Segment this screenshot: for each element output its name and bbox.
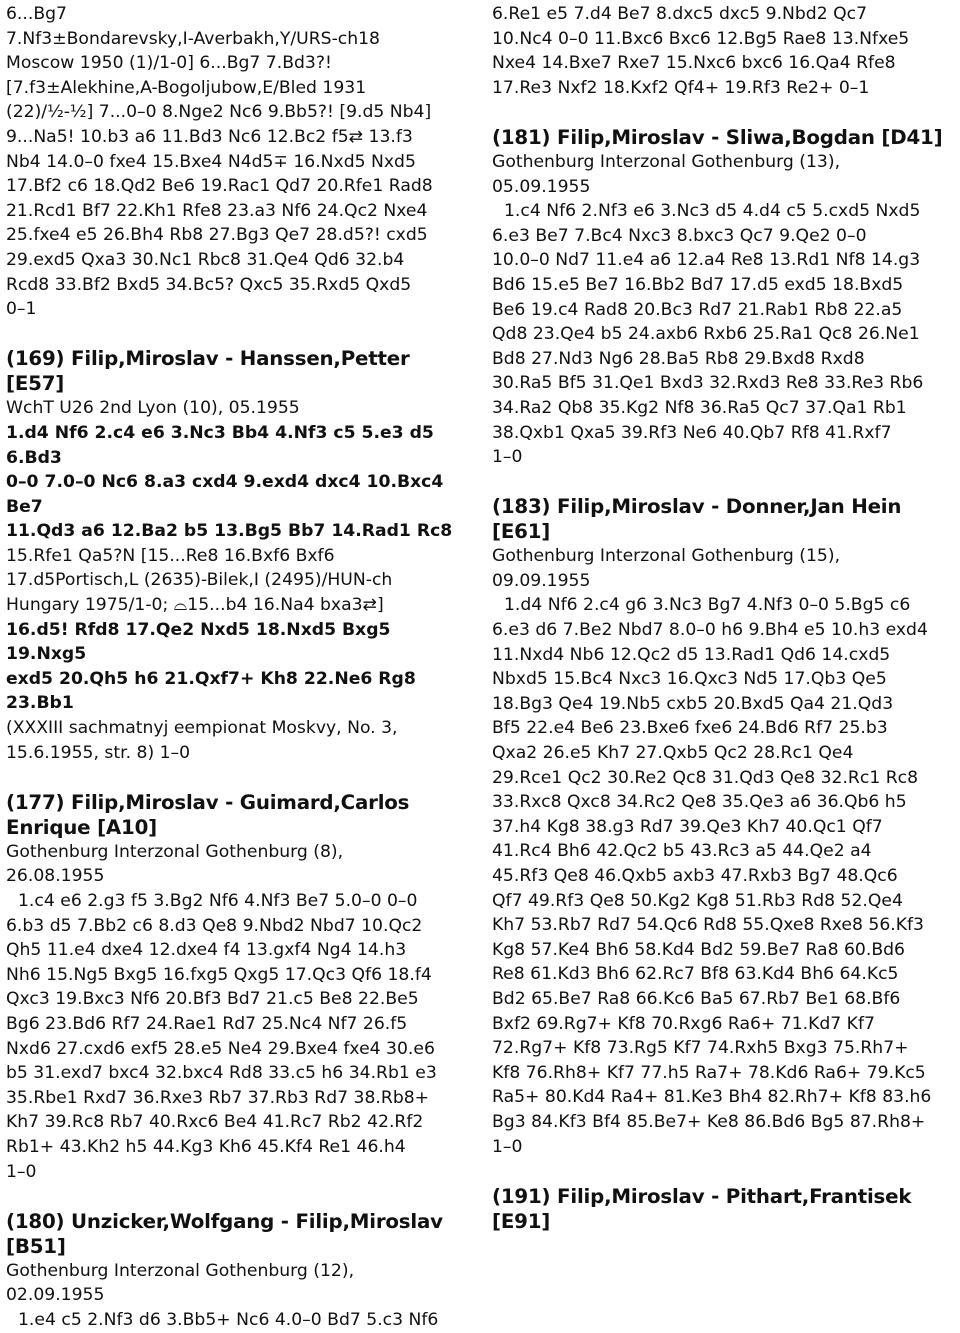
moves-line: 72.Rg7+ Kf8 73.Rg5 Kf7 74.Rxh5 Bxg3 75.Rh7+ [492, 1038, 909, 1059]
moves-line: 10.0–0 Nd7 11.e4 a6 12.a4 Re8 13.Rd1 Nf8 14.g3 [492, 250, 921, 271]
moves-line: 29.Rce1 Qc2 30.Re2 Qc8 31.Qd3 Qe8 32.Rc1 Rc8 [492, 767, 919, 788]
event-line: WchT U26 2nd Lyon (10), 05.1955 [6, 398, 300, 419]
moves-line: 17.Re3 Nxf2 18.Kxf2 Qf4+ 19.Rf3 Re2+ 0–1 [492, 77, 870, 98]
moves-line: Bxf2 69.Rg7+ Kf8 70.Rxg6 Ra6+ 71.Kd7 Kf7 [492, 1013, 875, 1034]
spacer [6, 322, 474, 347]
event-line: Gothenburg Interzonal Gothenburg (13), [492, 151, 841, 172]
moves-line: 17.Bf2 c6 18.Qd2 Be6 19.Rac1 Qd7 20.Rfe1 Rad8 [6, 176, 433, 197]
moves-line: Qf7 49.Rf3 Qe8 50.Kg2 Kg8 51.Rb3 Rd8 52.Qe4 [492, 890, 903, 911]
moves-line: 1–0 [492, 447, 523, 468]
moves-line: Hungary 1975/1-0; ⌓15...b4 16.Na4 bxa3⇄] [6, 595, 384, 616]
moves-line: Qxa2 26.e5 Kh7 27.Qxb5 Qc2 28.Rc1 Qe4 [492, 743, 854, 764]
moves-line: Qxc3 19.Bxc3 Nf6 20.Bf3 Bd7 21.c5 Be8 22.Be5 [6, 989, 419, 1010]
moves-line: 38.Qxb1 Qxa5 39.Rf3 Ne6 40.Qb7 Rf8 41.Rxf7 [492, 422, 892, 443]
moves-line: 18.Bg3 Qe4 19.Nb5 cxb5 20.Bxd5 Qa4 21.Qd3 [492, 693, 894, 714]
moves-line: Bd6 15.e5 Be7 16.Bb2 Bd7 17.d5 exd5 18.Bxd5 [492, 274, 904, 295]
moves-line: 30.Ra5 Bf5 31.Qe1 Bxd3 32.Rxd3 Re8 33.Re3 Rb6 [492, 373, 924, 394]
moves-first-line: 1.d4 Nf6 2.c4 g6 3.Nc3 Bg7 4.Nf3 0–0 5.Bg5 c6 [504, 595, 911, 616]
moves-line: 37.h4 Kg8 38.g3 Rd7 39.Qe3 Kh7 40.Qc1 Qf7 [492, 816, 883, 837]
spacer [6, 765, 474, 790]
moves-line: 17.d5Portisch,L (2635)-Bilek,I (2495)/HUN-ch [6, 570, 393, 591]
moves-line: b5 31.exd7 bxc4 32.bxc4 Rd8 33.c5 h6 34.Rb1 e3 [6, 1063, 437, 1084]
moves-line: Rcd8 33.Bf2 Bxd5 34.Bc5? Qxc5 35.Rxd5 Qxd5 [6, 274, 412, 295]
moves-line: 6...Bg7 [6, 4, 67, 24]
game-heading: (180) Unzicker,Wolfgang - Filip,Miroslav [6, 1209, 443, 1233]
right-column [492, 2, 954, 1234]
moves-line: Re8 61.Kd3 Bh6 62.Rc7 Bf8 63.Kd4 Bh6 64.Kc5 [492, 964, 899, 985]
event-line: Gothenburg Interzonal Gothenburg (8), [6, 841, 344, 862]
moves-line: 9...Na5! 10.b3 a6 11.Bd3 Nc6 12.Bc2 f5⇄ 13.f3 [6, 126, 413, 147]
moves-line: Moscow 1950 (1)/1-0] 6...Bg7 7.Bd3?! [6, 53, 332, 74]
moves-line: Kh7 53.Rb7 Rd7 54.Qc6 Rd8 55.Qxe8 Rxe8 56.Kf3 [492, 915, 924, 936]
moves-line: 25.fxe4 e5 26.Bh4 Rb8 27.Bg3 Qe7 28.d5?! cxd5 [6, 225, 428, 246]
moves-line: (XXXIII sachmatnyj eempionat Moskvy, No. 3, [6, 718, 398, 739]
moves-line: Rb1+ 43.Kh2 h5 44.Kg3 Kh6 45.Kf4 Re1 46.h4 [6, 1136, 406, 1157]
moves-first-line: 1.c4 e6 2.g3 f5 3.Bg2 Nf6 4.Nf3 Be7 5.0–0 0–0 [18, 891, 418, 911]
moves-line: 15.Rfe1 Qa5?N [15...Re8 16.Bxf6 Bxf6 [6, 545, 335, 566]
moves-line: 35.Rbe1 Rxd7 36.Rxe3 Rb7 37.Rb3 Rd7 38.Rb8+ [6, 1087, 430, 1108]
moves-line: Ra5+ 80.Kd4 Ra4+ 81.Ke3 Bh4 82.Rh7+ Kf8 83.h6 [492, 1087, 932, 1108]
game-heading: Enrique [A10] [6, 815, 157, 839]
moves-line: 33.Rxc8 Qxc8 34.Rc2 Qe8 35.Qe3 a6 36.Qb6 h5 [492, 792, 907, 813]
main-line-moves: 0–0 7.0–0 Nc6 8.a3 cxd4 9.exd4 dxc4 10.Bxc4 Be7 [6, 472, 444, 517]
moves-line: 6.e3 d6 7.Be2 Nbd7 8.0–0 h6 9.Bh4 e5 10.h3 exd4 [492, 620, 928, 641]
game-heading: [E61] [492, 520, 551, 544]
moves-line: Kg8 57.Ke4 Bh6 58.Kd4 Bd2 59.Be7 Ra8 60.Bd6 [492, 939, 905, 960]
moves-line: Nxe4 14.Bxe7 Rxe7 15.Nxc6 bxc6 16.Qa4 Rfe8 [492, 53, 896, 74]
moves-line: Nh6 15.Ng5 Bxg5 16.fxg5 Qxg5 17.Qc3 Qf6 18.f4 [6, 964, 432, 985]
event-line: 02.09.1955 [6, 1285, 105, 1306]
moves-line: Qh5 11.e4 dxe4 12.dxe4 f4 13.gxf4 Ng4 14.h3 [6, 940, 407, 961]
game-heading: (177) Filip,Miroslav - Guimard,Carlos [6, 790, 410, 814]
moves-line: 6.b3 d5 7.Bb2 c6 8.d3 Qe8 9.Nbd2 Nbd7 10.Qc2 [6, 915, 423, 936]
moves-first-line: 1.c4 Nf6 2.Nf3 e6 3.Nc3 d5 4.d4 c5 5.cxd5 Nxd5 [504, 201, 921, 222]
moves-first-line: 1.e4 c5 2.Nf3 d6 3.Bb5+ Nc6 4.0–0 Bd7 5.c3 Nf6 [18, 1309, 439, 1330]
game-heading: [B51] [6, 1234, 66, 1258]
main-line-moves: exd5 20.Qh5 h6 21.Qxf7+ Kh8 22.Ne6 Rg8 23.Bb1 [6, 668, 416, 714]
spacer [6, 1184, 474, 1209]
event-line: 05.09.1955 [492, 176, 591, 197]
moves-line: 7.Nf3±Bondarevsky,I-Averbakh,Y/URS-ch18 [6, 28, 380, 49]
moves-line: Kf8 76.Rh8+ Kf7 77.h5 Ra7+ 78.Kd6 Ra6+ 79.Kc5 [492, 1062, 926, 1083]
moves-line: Bf5 22.e4 Be6 23.Bxe6 fxe6 24.Bd6 Rf7 25.b3 [492, 718, 888, 739]
moves-line: 10.Nc4 0–0 11.Bxc6 Bxc6 12.Bg5 Rae8 13.Nfxe5 [492, 28, 910, 49]
moves-line: 1–0 [6, 1161, 37, 1182]
moves-line: Be6 19.c4 Rad8 20.Bc3 Rd7 21.Rab1 Rb8 22.a5 [492, 299, 903, 320]
moves-line: Qd8 23.Qe4 b5 24.axb6 Rxb6 25.Ra1 Qc8 26.Ne1 [492, 324, 920, 345]
event-line: Gothenburg Interzonal Gothenburg (15), [492, 546, 841, 567]
moves-line: [7.f3±Alekhine,A-Bogoljubow,E/Bled 1931 [6, 77, 367, 98]
spacer [492, 1159, 954, 1184]
moves-line: 29.exd5 Qxa3 30.Nc1 Rbc8 31.Qe4 Qd6 32.b4 [6, 249, 405, 270]
game-heading: (181) Filip,Miroslav - Sliwa,Bogdan [D41] [492, 125, 943, 149]
spacer [492, 470, 954, 495]
moves-line: Nb4 14.0–0 fxe4 15.Bxe4 N4d5∓ 16.Nxd5 Nxd5 [6, 151, 416, 172]
moves-line: Bg3 84.Kf3 Bf4 85.Be7+ Ke8 86.Bd6 Bg5 87.Rh8+ [492, 1111, 926, 1132]
game-heading: (169) Filip,Miroslav - Hanssen,Petter [E57] [6, 347, 410, 396]
moves-line: 6.e3 Be7 7.Bc4 Nxc3 8.bxc3 Qc7 9.Qe2 0–0 [492, 225, 867, 246]
moves-line: Bd8 27.Nd3 Ng6 28.Ba5 Rb8 29.Bxd8 Rxd8 [492, 348, 865, 369]
main-line-moves: 16.d5! Rfd8 17.Qe2 Nxd5 18.Nxd5 Bxg5 19.Nxg5 [6, 619, 391, 665]
moves-line: 41.Rc4 Bh6 42.Qc2 b5 43.Rc3 a5 44.Qe2 a4 [492, 841, 872, 862]
moves-line: 15.6.1955, str. 8) 1–0 [6, 742, 191, 763]
moves-line: Nbxd5 15.Bc4 Nxc3 16.Qxc3 Nd5 17.Qb3 Qe5 [492, 669, 887, 690]
game-heading: (191) Filip,Miroslav - Pithart,Frantisek [E91] [492, 1184, 912, 1233]
moves-line: Bd2 65.Be7 Ra8 66.Kc6 Ba5 67.Rb7 Be1 68.Bf6 [492, 988, 901, 1009]
game-heading: (183) Filip,Miroslav - Donner,Jan Hein [492, 495, 902, 519]
main-line-moves: 1.d4 Nf6 2.c4 e6 3.Nc3 Bb4 4.Nf3 c5 5.e3 d5 6.Bd3 [6, 422, 434, 468]
event-line: 26.08.1955 [6, 866, 105, 887]
moves-line: 34.Ra2 Qb8 35.Kg2 Nf8 36.Ra5 Qc7 37.Qa1 Rb1 [492, 397, 907, 418]
event-line: Gothenburg Interzonal Gothenburg (12), [6, 1260, 355, 1281]
moves-line: 0–1 [6, 299, 37, 320]
moves-line: 45.Rf3 Qe8 46.Qxb5 axb3 47.Rxb3 Bg7 48.Qc6 [492, 866, 898, 886]
left-column [6, 2, 474, 1333]
moves-line: 21.Rcd1 Bf7 22.Kh1 Rfe8 23.a3 Nf6 24.Qc2 Nxe4 [6, 200, 428, 221]
moves-line: Nxd6 27.cxd6 exf5 28.e5 Ne4 29.Bxe4 fxe4 30.e6 [6, 1038, 435, 1059]
moves-line: Bg6 23.Bd6 Rf7 24.Rae1 Rd7 25.Nc4 Nf7 26.f5 [6, 1013, 408, 1034]
moves-line: 1–0 [492, 1136, 523, 1157]
moves-line: Kh7 39.Rc8 Rb7 40.Rxc6 Be4 41.Rc7 Rb2 42.Rf2 [6, 1112, 424, 1133]
main-line-moves: 11.Qd3 a6 12.Ba2 b5 13.Bg5 Bb7 14.Rad1 Rc8 [6, 521, 453, 542]
moves-line: 6.Re1 e5 7.d4 Be7 8.dxc5 dxc5 9.Nbd2 Qc7 [492, 4, 868, 24]
event-line: 09.09.1955 [492, 570, 591, 591]
moves-line: 11.Nxd4 Nb6 12.Qc2 d5 13.Rad1 Qd6 14.cxd5 [492, 644, 891, 665]
moves-line: (22)/½-½] 7...0–0 8.Nge2 Nc6 9.Bb5?! [9.d5 Nb4] [6, 102, 432, 123]
spacer [492, 100, 954, 125]
